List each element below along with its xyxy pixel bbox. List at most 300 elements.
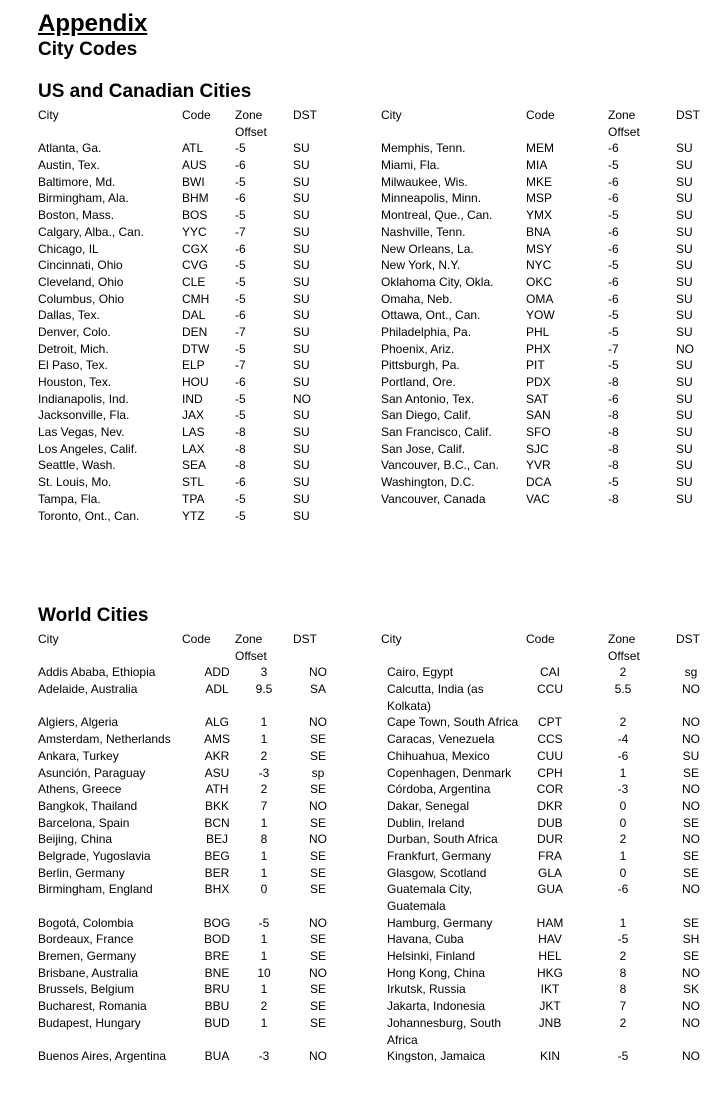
table-row — [381, 291, 701, 308]
city-name: Buenos Aires, Argentina — [38, 1049, 167, 1064]
zone-offset: 1 — [260, 982, 268, 997]
dst-code: SU — [293, 441, 310, 456]
col-header-dst: DST — [676, 632, 700, 646]
dst-code: NO — [682, 832, 700, 847]
city-name: Dallas, Tex. — [38, 308, 100, 323]
table-row — [38, 291, 338, 308]
table-row — [381, 748, 701, 765]
city-code: OMA — [526, 291, 554, 306]
city-name: Córdoba, Argentina — [387, 782, 491, 797]
city-code: COR — [536, 782, 564, 797]
city-code: GLA — [537, 865, 562, 880]
section-title-us-canada: US and Canadian Cities — [38, 81, 252, 102]
zone-offset: 1 — [260, 949, 268, 964]
zone-offset: 8 — [619, 965, 627, 980]
dst-code: NO — [676, 341, 694, 356]
city-name: Calcutta, India (as Kolkata) — [387, 682, 484, 713]
dst-code: SK — [682, 982, 699, 997]
table-row — [38, 931, 338, 948]
city-name: Bogotá, Colombia — [38, 915, 134, 930]
zone-offset: 2 — [619, 665, 627, 680]
table-row — [38, 424, 338, 441]
dst-code: SU — [293, 291, 310, 306]
col-header-dst: DST — [676, 108, 700, 122]
col-header-city: City — [38, 632, 59, 646]
zone-offset: 2 — [619, 1015, 627, 1030]
table-row — [381, 491, 701, 508]
dst-code: SU — [676, 224, 693, 239]
city-name: San Francisco, Calif. — [381, 425, 492, 440]
city-name: Johannesburg, South Africa — [387, 1015, 502, 1047]
city-code: DUR — [537, 832, 563, 847]
table-row — [38, 981, 338, 998]
table-row — [38, 831, 338, 848]
dst-code: SE — [309, 932, 326, 947]
city-code: AUS — [182, 158, 207, 173]
city-code: JNB — [538, 1015, 562, 1030]
zone-offset: 1 — [260, 848, 268, 863]
table-row — [381, 998, 701, 1015]
city-name: Havana, Cuba — [387, 932, 464, 947]
city-code: CPT — [538, 715, 562, 730]
table-row — [381, 207, 701, 224]
city-code: ATL — [182, 141, 204, 156]
zone-offset: -5 — [617, 932, 629, 947]
dst-code: sg — [684, 665, 698, 680]
dst-code: SU — [293, 191, 310, 206]
zone-offset: -8 — [608, 425, 619, 440]
dst-code: SU — [293, 425, 310, 440]
zone-offset: -6 — [608, 174, 619, 189]
col-header-city: City — [381, 108, 402, 122]
us-cities-table-right — [381, 107, 701, 508]
city-name: Portland, Ore. — [381, 375, 456, 390]
zone-offset: 1 — [619, 765, 627, 780]
dst-code: SU — [676, 375, 693, 390]
zone-offset: -8 — [608, 491, 619, 506]
dst-code: SE — [309, 732, 326, 747]
city-name: Addis Ababa, Ethiopia — [38, 665, 156, 680]
city-name: Cincinnati, Ohio — [38, 258, 123, 273]
table-row — [38, 915, 338, 932]
table-row — [38, 324, 338, 341]
zone-offset: -6 — [235, 241, 246, 256]
zone-offset: -5 — [235, 491, 246, 506]
table-header — [381, 631, 701, 664]
city-code: BEJ — [205, 832, 228, 847]
zone-offset: 1 — [260, 1015, 268, 1030]
table-row — [381, 224, 701, 241]
city-code: HKG — [536, 965, 563, 980]
table-row — [381, 731, 701, 748]
table-row — [381, 915, 701, 932]
city-name: Dakar, Senegal — [387, 798, 470, 813]
table-row — [381, 374, 701, 391]
table-row — [381, 190, 701, 207]
city-code: CMH — [182, 291, 210, 306]
zone-offset: -6 — [608, 391, 619, 406]
city-name: Frankfurt, Germany — [387, 848, 492, 863]
table-row — [381, 357, 701, 374]
city-code: ADL — [205, 682, 229, 697]
city-name: Cleveland, Ohio — [38, 274, 124, 289]
zone-offset: 0 — [619, 865, 627, 880]
zone-offset: 9.5 — [255, 682, 273, 697]
col-header-code: Code — [526, 108, 555, 122]
zone-offset: -8 — [608, 441, 619, 456]
city-code: BBU — [204, 999, 230, 1014]
table-row — [38, 748, 338, 765]
zone-offset: -5 — [235, 208, 246, 223]
city-name: Toronto, Ont., Can. — [38, 508, 140, 523]
table-row — [38, 457, 338, 474]
city-code: BCN — [204, 815, 230, 830]
city-code: PDX — [526, 375, 551, 390]
table-row — [38, 865, 338, 882]
city-name: Athens, Greece — [38, 782, 122, 797]
city-name: Budapest, Hungary — [38, 1015, 141, 1030]
table-row — [38, 140, 338, 157]
table-row — [38, 681, 338, 714]
dst-code: SU — [293, 458, 310, 473]
zone-offset: -6 — [235, 308, 246, 323]
table-row — [38, 664, 338, 681]
zone-offset: 0 — [260, 882, 268, 897]
city-name: Oklahoma City, Okla. — [381, 274, 494, 289]
city-name: Calgary, Alba., Can. — [38, 224, 144, 239]
city-code: HAM — [536, 915, 564, 930]
city-code: NYC — [526, 258, 552, 273]
table-row — [381, 948, 701, 965]
city-code: YMX — [526, 208, 553, 223]
table-row — [38, 190, 338, 207]
dst-code: SU — [676, 475, 693, 490]
city-code: CCU — [537, 682, 563, 697]
city-name: Asunción, Paraguay — [38, 765, 146, 780]
dst-code: SE — [309, 782, 326, 797]
city-name: Brussels, Belgium — [38, 982, 135, 997]
dst-code: SU — [293, 258, 310, 273]
zone-offset: 1 — [260, 865, 268, 880]
city-code: HEL — [538, 949, 562, 964]
city-name: Baltimore, Md. — [38, 174, 116, 189]
zone-offset: 2 — [260, 999, 268, 1014]
city-code: CUU — [537, 748, 563, 763]
dst-code: SU — [293, 341, 310, 356]
city-name: San Jose, Calif. — [381, 441, 466, 456]
section-title-world: World Cities — [38, 605, 149, 626]
dst-code: SE — [682, 949, 699, 964]
table-row — [38, 1015, 338, 1048]
table-row — [38, 341, 338, 358]
city-code: SEA — [182, 458, 207, 473]
dst-code: NO — [309, 915, 327, 930]
zone-offset: -7 — [235, 358, 246, 373]
zone-offset: 1 — [619, 848, 627, 863]
dst-code: SU — [293, 491, 310, 506]
dst-code: NO — [309, 965, 327, 980]
dst-code: SU — [676, 174, 693, 189]
city-code: DUB — [537, 815, 563, 830]
dst-code: SU — [676, 491, 693, 506]
dst-code: NO — [682, 882, 700, 897]
table-row — [38, 781, 338, 798]
city-code: ATH — [205, 782, 229, 797]
city-name: Bordeaux, France — [38, 932, 134, 947]
city-code: BKK — [204, 798, 229, 813]
city-name: Miami, Fla. — [381, 158, 440, 173]
zone-offset: 1 — [260, 732, 268, 747]
table-row — [38, 815, 338, 832]
city-code: OKC — [526, 274, 553, 289]
dst-code: SH — [682, 932, 700, 947]
city-code: IKT — [540, 982, 560, 997]
table-row — [381, 257, 701, 274]
city-name: Copenhagen, Denmark — [387, 765, 512, 780]
table-row — [381, 681, 701, 714]
city-name: Barcelona, Spain — [38, 815, 130, 830]
zone-offset: 8 — [260, 832, 268, 847]
city-name: Beijing, China — [38, 832, 113, 847]
city-name: Phoenix, Ariz. — [381, 341, 455, 356]
zone-offset: -7 — [608, 341, 619, 356]
zone-offset: 2 — [619, 715, 627, 730]
dst-code: NO — [682, 965, 700, 980]
dst-code: SU — [676, 291, 693, 306]
col-header-dst: DST — [293, 632, 317, 646]
zone-offset: -8 — [608, 408, 619, 423]
zone-offset: -8 — [608, 375, 619, 390]
city-code: SFO — [526, 425, 551, 440]
city-name: Jakarta, Indonesia — [387, 999, 486, 1014]
zone-offset: 2 — [260, 782, 268, 797]
table-row — [381, 1015, 701, 1048]
city-code: BUD — [204, 1015, 230, 1030]
city-name: Omaha, Neb. — [381, 291, 453, 306]
table-header — [38, 107, 338, 140]
col-header-zone: Zone — [235, 108, 263, 122]
city-name: Las Vegas, Nev. — [38, 425, 125, 440]
table-row — [381, 307, 701, 324]
col-header-offset: Offset — [235, 648, 267, 663]
page-subtitle: City Codes — [38, 39, 138, 60]
zone-offset: -5 — [235, 141, 246, 156]
dst-code: SU — [676, 208, 693, 223]
table-row — [38, 407, 338, 424]
dst-code: SE — [309, 848, 326, 863]
city-name: Philadelphia, Pa. — [381, 324, 472, 339]
city-name: Bangkok, Thailand — [38, 798, 138, 813]
dst-code: sp — [311, 765, 325, 780]
table-row — [381, 424, 701, 441]
table-row — [381, 765, 701, 782]
zone-offset: -6 — [235, 375, 246, 390]
city-name: San Antonio, Tex. — [381, 391, 475, 406]
city-name: Dublin, Ireland — [387, 815, 465, 830]
dst-code: SU — [676, 358, 693, 373]
zone-offset: -5 — [617, 1049, 629, 1064]
dst-code: NO — [682, 715, 700, 730]
zone-offset: -6 — [235, 475, 246, 490]
city-code: DCA — [526, 475, 552, 490]
zone-offset: -5 — [258, 915, 270, 930]
dst-code: NO — [309, 665, 327, 680]
city-name: Glasgow, Scotland — [387, 865, 487, 880]
zone-offset: 1 — [619, 915, 627, 930]
zone-offset: -6 — [235, 191, 246, 206]
city-code: BWI — [182, 174, 205, 189]
dst-code: SE — [309, 882, 326, 897]
table-row — [381, 831, 701, 848]
dst-code: SU — [676, 158, 693, 173]
city-name: Brisbane, Australia — [38, 965, 139, 980]
dst-code: NO — [682, 798, 700, 813]
dst-code: SU — [676, 408, 693, 423]
city-name: Guatemala City, Guatemala — [387, 882, 473, 914]
zone-offset: -6 — [608, 224, 619, 239]
dst-code: SU — [293, 375, 310, 390]
city-name: Belgrade, Yugoslavia — [38, 848, 151, 863]
dst-code: SU — [293, 324, 310, 339]
city-name: Berlin, Germany — [38, 865, 125, 880]
table-row — [38, 731, 338, 748]
table-row — [381, 865, 701, 882]
city-code: MKE — [526, 174, 553, 189]
city-name: Nashville, Tenn. — [381, 224, 466, 239]
city-name: Milwaukee, Wis. — [381, 174, 468, 189]
zone-offset: 5.5 — [614, 682, 632, 697]
table-row — [38, 391, 338, 408]
city-name: Washington, D.C. — [381, 475, 475, 490]
zone-offset: -6 — [608, 274, 619, 289]
city-code: ASU — [204, 765, 230, 780]
zone-offset: -5 — [235, 341, 246, 356]
city-code: DKR — [537, 798, 563, 813]
city-code: KIN — [539, 1049, 560, 1064]
city-code: BOD — [203, 932, 230, 947]
dst-code: SU — [293, 475, 310, 490]
zone-offset: -5 — [235, 258, 246, 273]
table-row — [381, 407, 701, 424]
city-code: MSY — [526, 241, 553, 256]
dst-code: SE — [309, 982, 326, 997]
dst-code: SU — [293, 274, 310, 289]
table-row — [38, 374, 338, 391]
city-code: AKR — [204, 748, 230, 763]
zone-offset: -8 — [235, 458, 246, 473]
city-code: JAX — [182, 408, 205, 423]
city-code: BNA — [526, 224, 551, 239]
dst-code: SE — [309, 865, 326, 880]
dst-code: SU — [293, 358, 310, 373]
city-code: IND — [182, 391, 203, 406]
us-cities-table-left — [38, 107, 338, 524]
city-name: Austin, Tex. — [38, 158, 100, 173]
zone-offset: -5 — [235, 274, 246, 289]
city-name: Detroit, Mich. — [38, 341, 109, 356]
table-row — [381, 931, 701, 948]
city-code: DTW — [182, 341, 210, 356]
table-row — [381, 664, 701, 681]
zone-offset: 2 — [619, 832, 627, 847]
table-row — [38, 965, 338, 982]
dst-code: NO — [309, 832, 327, 847]
dst-code: NO — [682, 999, 700, 1014]
city-name: Cairo, Egypt — [387, 665, 454, 680]
zone-offset: -8 — [608, 458, 619, 473]
dst-code: NO — [309, 715, 327, 730]
dst-code: SE — [682, 765, 699, 780]
dst-code: SU — [293, 508, 310, 523]
dst-code: NO — [309, 798, 327, 813]
table-row — [381, 781, 701, 798]
dst-code: SE — [309, 999, 326, 1014]
city-code: BRE — [204, 949, 230, 964]
city-code: BRU — [204, 982, 230, 997]
dst-code: SU — [293, 174, 310, 189]
zone-offset: -5 — [608, 258, 619, 273]
zone-offset: -3 — [258, 765, 270, 780]
table-row — [38, 714, 338, 731]
city-name: Chicago, IL — [38, 241, 99, 256]
city-name: Kingston, Jamaica — [387, 1049, 486, 1064]
city-code: BER — [204, 865, 230, 880]
dst-code: SE — [682, 848, 699, 863]
dst-code: SE — [309, 949, 326, 964]
zone-offset: -5 — [608, 475, 619, 490]
city-name: Los Angeles, Calif. — [38, 441, 138, 456]
city-name: Helsinki, Finland — [387, 949, 476, 964]
dst-code: NO — [293, 391, 311, 406]
table-row — [38, 765, 338, 782]
city-code: LAX — [182, 441, 205, 456]
city-code: BEG — [204, 848, 230, 863]
city-code: VAC — [526, 491, 550, 506]
zone-offset: -5 — [235, 391, 246, 406]
city-code: SAT — [526, 391, 549, 406]
page-title: Appendix — [38, 10, 148, 37]
city-code: CPH — [537, 765, 563, 780]
zone-offset: 10 — [257, 965, 271, 980]
city-name: Atlanta, Ga. — [38, 141, 102, 156]
city-name: Irkutsk, Russia — [387, 982, 466, 997]
dst-code: SU — [682, 748, 700, 763]
dst-code: SU — [676, 258, 693, 273]
table-row — [38, 998, 338, 1015]
dst-code: SU — [676, 241, 693, 256]
col-header-city: City — [38, 108, 59, 122]
city-code: ALG — [204, 715, 229, 730]
table-row — [38, 798, 338, 815]
city-name: Vancouver, B.C., Can. — [381, 458, 499, 473]
dst-code: SU — [293, 158, 310, 173]
city-code: FRA — [538, 848, 562, 863]
city-code: MEM — [526, 141, 554, 156]
zone-offset: -6 — [608, 191, 619, 206]
city-code: YVR — [526, 458, 551, 473]
world-cities-table-left — [38, 631, 338, 1065]
dst-code: SE — [682, 915, 699, 930]
table-row — [38, 207, 338, 224]
zone-offset: 2 — [260, 748, 268, 763]
city-name: Amsterdam, Netherlands — [38, 732, 171, 747]
dst-code: SU — [676, 191, 693, 206]
dst-code: SU — [293, 241, 310, 256]
table-row — [38, 441, 338, 458]
dst-code: NO — [682, 1049, 700, 1064]
table-row — [381, 1048, 701, 1065]
dst-code: NO — [309, 1049, 327, 1064]
